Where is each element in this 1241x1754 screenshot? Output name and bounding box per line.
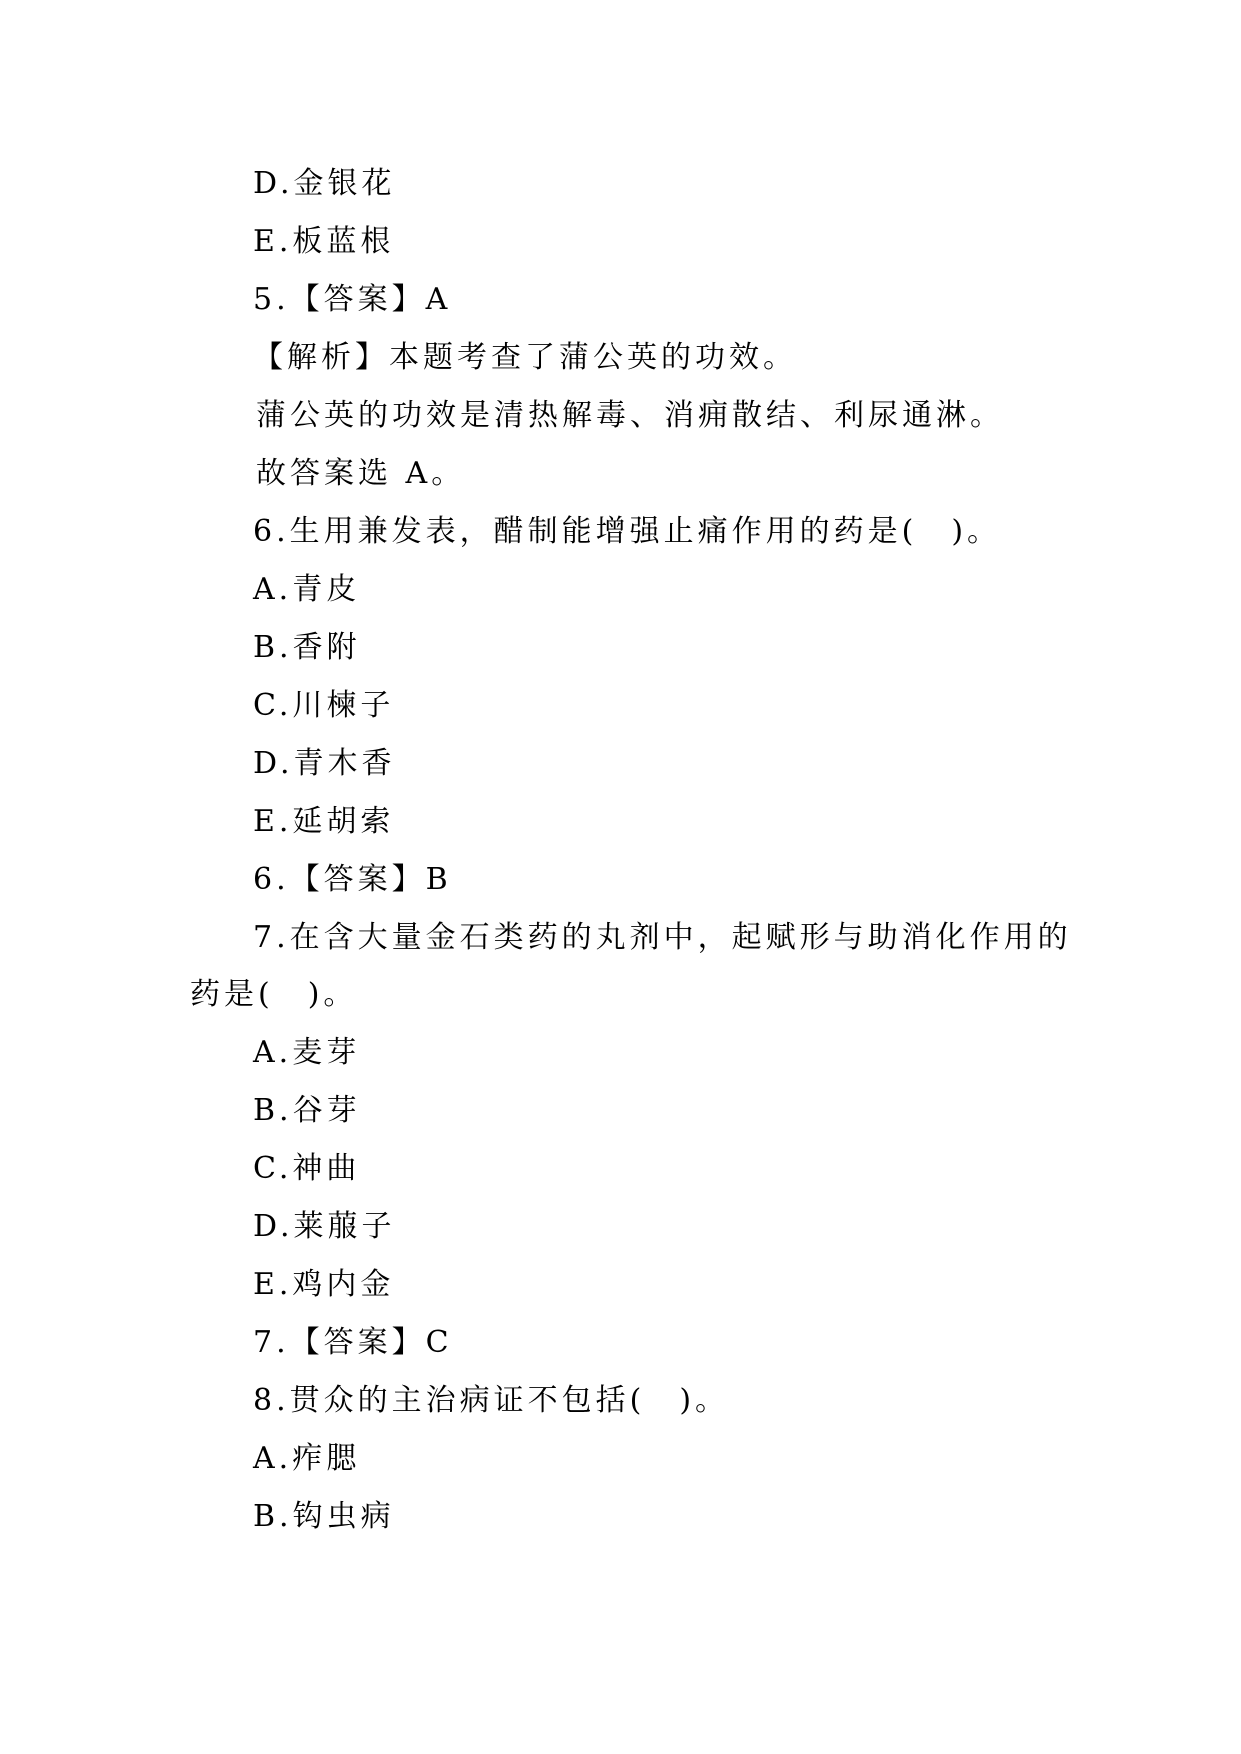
option-c: C.神曲	[253, 1151, 361, 1186]
option-e: E.延胡索	[253, 804, 395, 839]
analysis-text: 蒲公英的功效是清热解毒、消痈散结、利尿通淋。	[256, 398, 1004, 433]
option-c: C.川楝子	[253, 688, 395, 723]
answer-6: 6.【答案】B	[253, 862, 452, 897]
answer-5: 5.【答案】A	[253, 282, 452, 317]
question-6: 6.生用兼发表，醋制能增强止痛作用的药是( )。	[253, 514, 1002, 549]
option-e: E.板蓝根	[253, 224, 395, 259]
question-7-continued: 药是( )。	[190, 977, 358, 1012]
option-d: D.莱菔子	[253, 1209, 396, 1244]
option-a: A.麦芽	[253, 1035, 361, 1070]
answer-7: 7.【答案】C	[253, 1325, 453, 1360]
option-a: A.痄腮	[253, 1441, 361, 1476]
option-b: B.谷芽	[253, 1093, 361, 1128]
analysis-conclusion: 故答案选 A。	[256, 456, 466, 491]
option-d: D.金银花	[253, 166, 396, 201]
option-d: D.青木香	[253, 746, 396, 781]
option-a: A.青皮	[253, 572, 361, 607]
option-b: B.钩虫病	[253, 1499, 395, 1534]
question-7: 7.在含大量金石类药的丸剂中，起赋形与助消化作用的	[253, 920, 1072, 955]
option-b: B.香附	[253, 630, 361, 665]
question-8: 8.贯众的主治病证不包括( )。	[253, 1383, 730, 1418]
option-e: E.鸡内金	[253, 1267, 395, 1302]
analysis-heading: 【解析】本题考查了蒲公英的功效。	[253, 340, 797, 375]
